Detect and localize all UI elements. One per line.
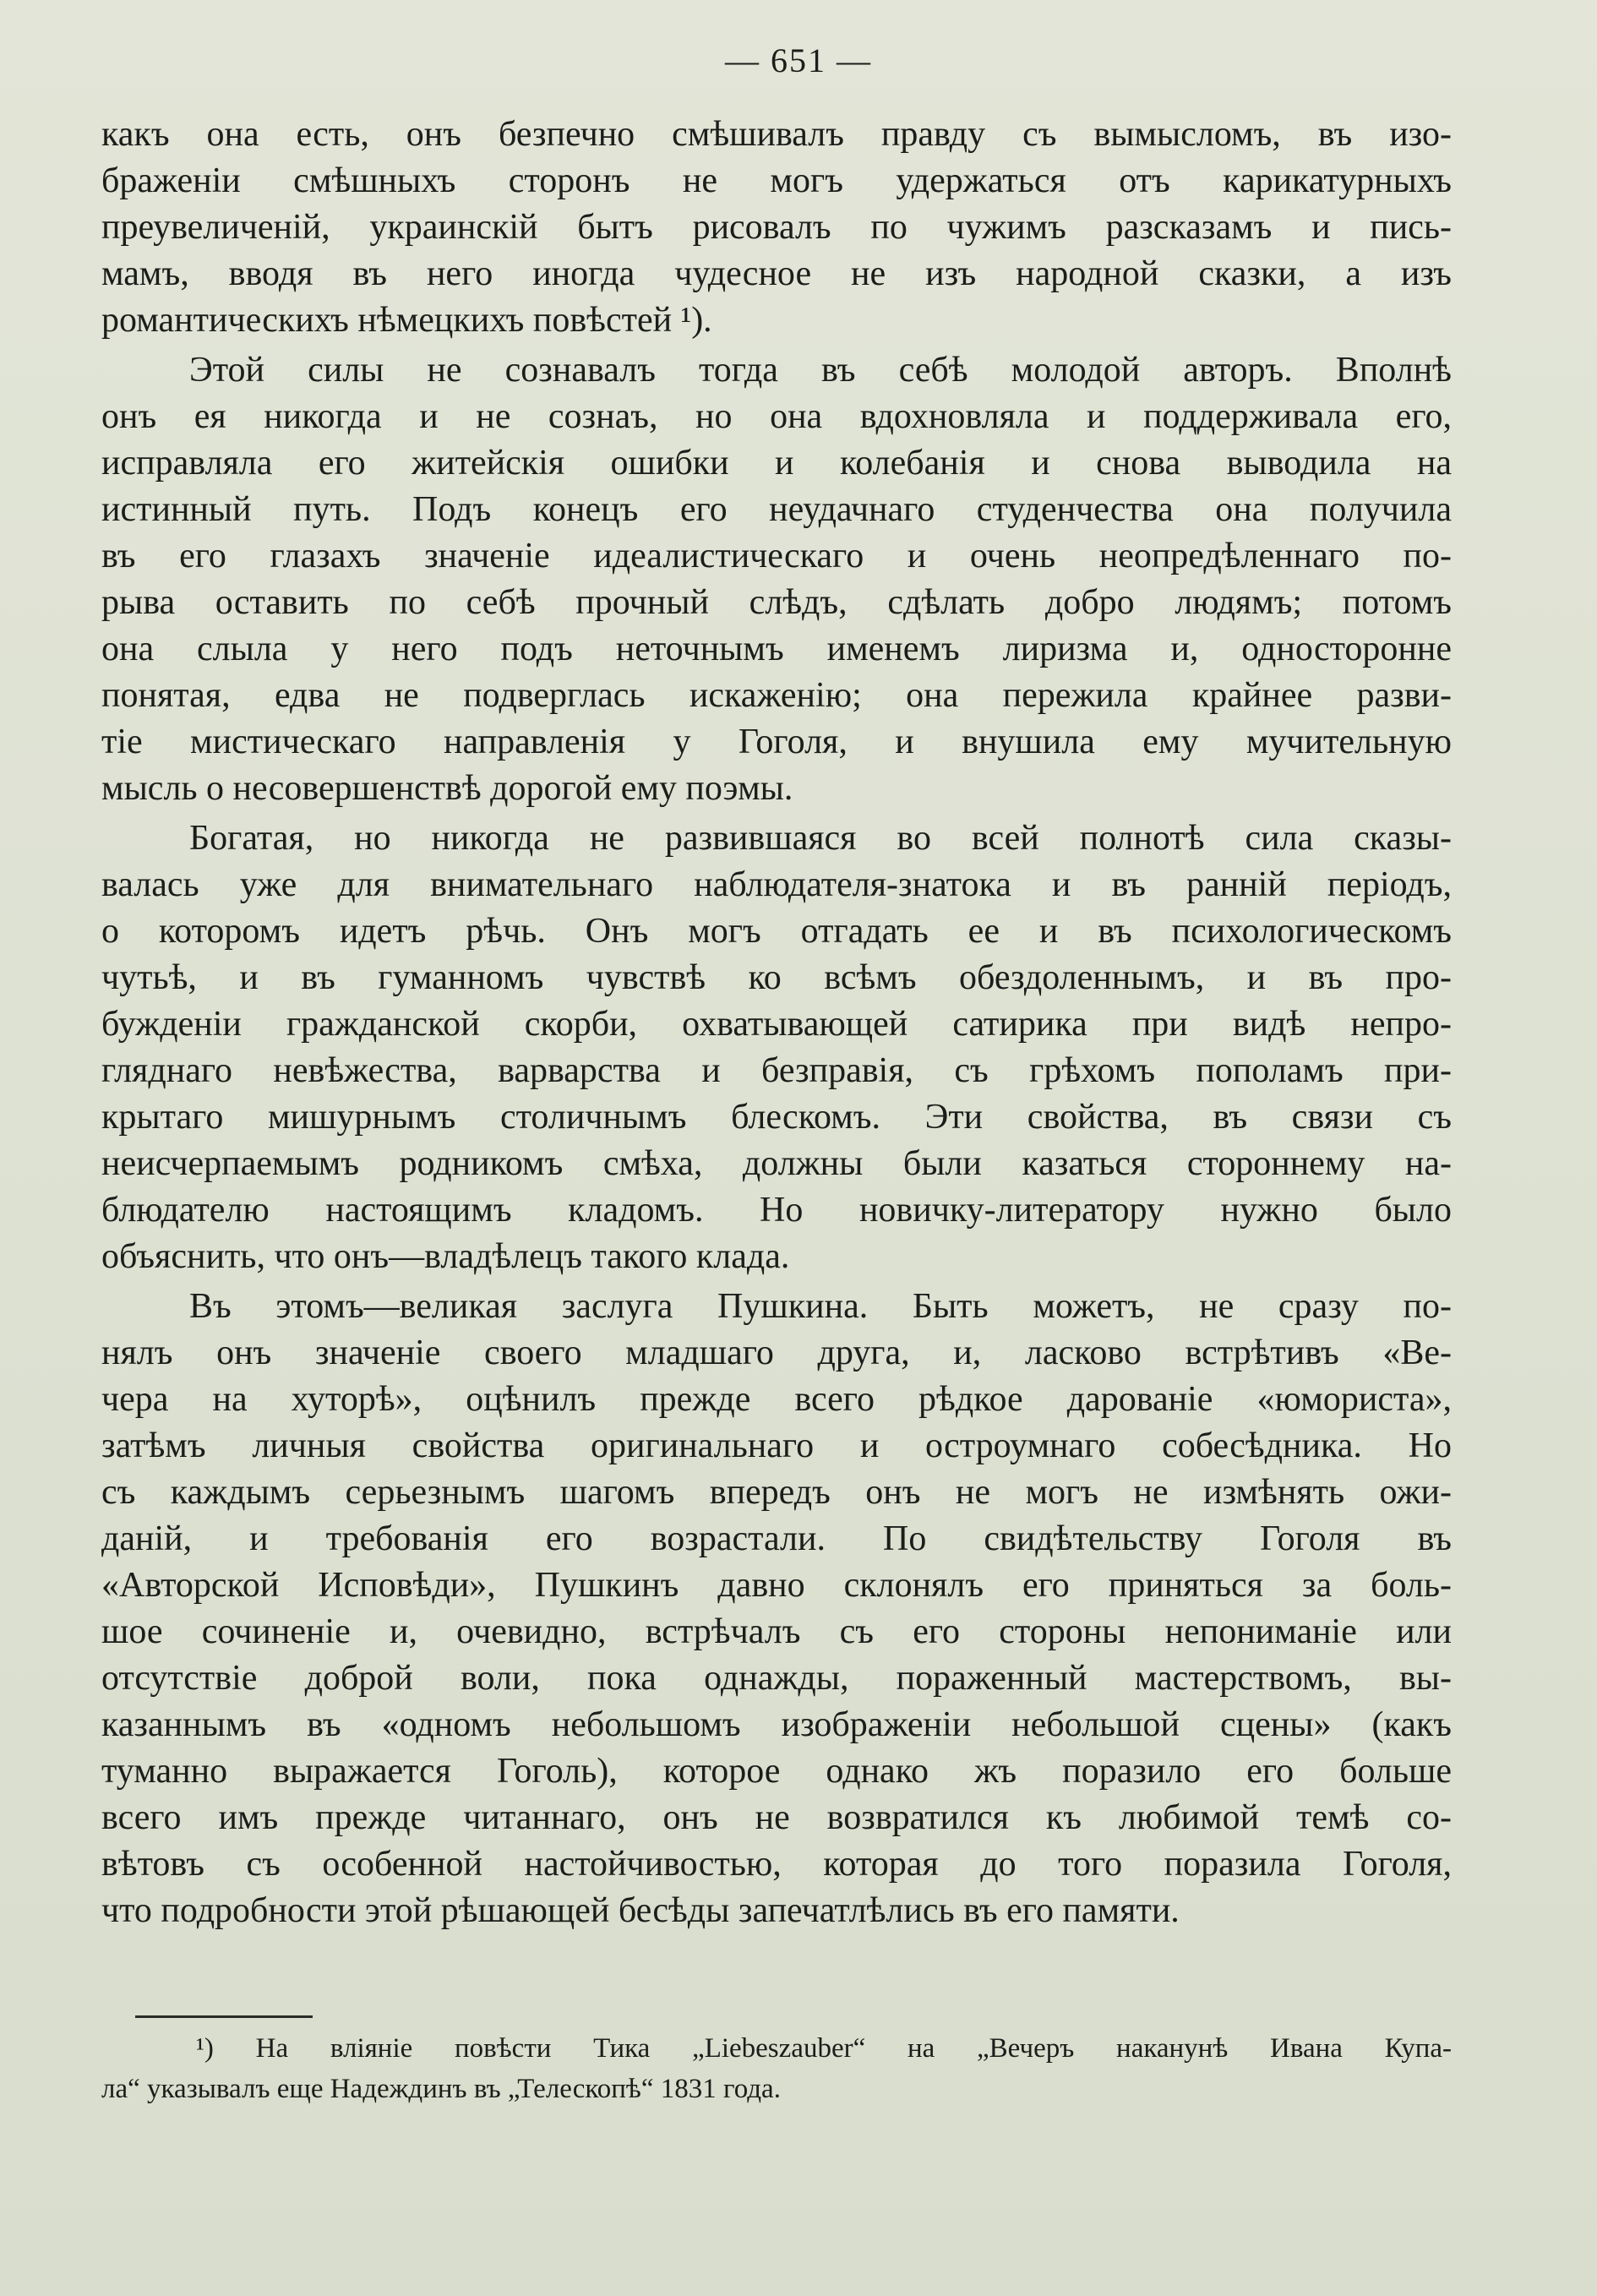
- text-line: неисчерпаемымъ родникомъ смѣха, должны были казаться стороннему на-: [101, 1144, 1452, 1183]
- text-line: шое сочиненіе и, очевидно, встрѣчалъ съ его стороны непониманіе или: [101, 1612, 1452, 1651]
- text-line: валась уже для внимательнаго наблюдателя-знатока и въ раннiй періодъ,: [101, 865, 1452, 904]
- body-text: [101, 112, 1452, 1934]
- text-line: онъ ея никогда и не сознаъ, но она вдохновляла и поддерживала его,: [101, 397, 1452, 436]
- text-line: она слыла у него подъ неточнымъ именемъ лиризма и, односторонне: [101, 630, 1452, 668]
- text-line: даній, и требованія его возрастали. По свидѣтельству Гоголя въ: [101, 1519, 1452, 1558]
- text-line: туманно выражается Гоголь), которое однако жъ поразило его больше: [101, 1752, 1452, 1791]
- text-line: браженіи смѣшныхъ сторонъ не могъ удержаться отъ карикатурныхъ: [101, 161, 1452, 200]
- text-line: истинный путь. Подъ конецъ его неудачнаго студенчества она получила: [101, 490, 1452, 529]
- text-line: мамъ, вводя въ него иногда чудесное не изъ народной сказки, а изъ: [101, 254, 1452, 293]
- text-line: нялъ онъ значеніе своего младшаго друга, и, ласково встрѣтивъ «Ве-: [101, 1333, 1452, 1372]
- text-line: чутьѣ, и въ гуманномъ чувствѣ ко всѣмъ обездоленнымъ, и въ про-: [101, 958, 1452, 997]
- text-line: чера на хуторѣ», оцѣнилъ прежде всего рѣдкое дарованіе «юмориста»,: [101, 1380, 1452, 1419]
- text-line: затѣмъ личныя свойства оригинальнаго и остроумнаго собесѣдника. Но: [101, 1426, 1452, 1465]
- text-line: какъ она есть, онъ безпечно смѣшивалъ правду съ вымысломъ, въ изо-: [101, 115, 1452, 154]
- text-line: крытаго мишурнымъ столичнымъ блескомъ. Эти свойства, въ связи съ: [101, 1098, 1452, 1137]
- footnote-line: ¹) На вліяніе повѣсти Тика „Liebeszauber“ на „Вечеръ наканунѣ Ивана Купа-: [196, 2033, 1452, 2064]
- text-line: гляднаго невѣжества, варварства и безправія, съ грѣхомъ пополамъ при-: [101, 1051, 1452, 1090]
- text-line: мысль о несовершенствѣ дорогой ему поэмы.: [101, 769, 793, 808]
- text-line: вѣтовъ съ особенной настойчивостью, которая до того поразила Гоголя,: [101, 1845, 1452, 1884]
- paragraph-start-line: Этой силы не сознавалъ тогда въ себѣ молодой авторъ. Вполнѣ: [189, 351, 1452, 390]
- text-line: блюдателю настоящимъ кладомъ. Но новичку-литератору нужно было: [101, 1191, 1452, 1230]
- text-line: тіе мистическаго направленія у Гоголя, и внушила ему мучительную: [101, 723, 1452, 761]
- text-line: въ его глазахъ значеніе идеалистическаго и очень неопредѣленнаго по-: [101, 537, 1452, 575]
- text-line: понятая, едва не подверглась искаженію; она пережила крайнее разви-: [101, 676, 1452, 715]
- paragraph-start-line: Въ этомъ—великая заслуга Пушкина. Быть можетъ, не сразу по-: [189, 1287, 1452, 1326]
- text-line: преувеличеній, украинскій бытъ рисовалъ по чужимъ разсказамъ и пись-: [101, 208, 1452, 247]
- footnote-line: ла“ указывалъ еще Надеждинъ въ „Телескопѣ“ 1831 года.: [101, 2074, 781, 2104]
- text-line: отсутствіе доброй воли, пока однажды, пораженный мастерствомъ, вы-: [101, 1659, 1452, 1698]
- text-line: всего имъ прежде читаннаго, онъ не возвратился къ любимой темѣ со-: [101, 1798, 1452, 1837]
- text-line: казаннымъ въ «одномъ небольшомъ изображеніи небольшой сцены» (какъ: [101, 1705, 1452, 1744]
- text-line: бужденіи гражданской скорби, охватывающей сатирика при видѣ непро-: [101, 1005, 1452, 1044]
- paragraph-start-line: Богатая, но никогда не развившаяся во всей полнотѣ сила сказы-: [189, 819, 1452, 858]
- text-line: «Авторской Исповѣди», Пушкинъ давно склонялъ его приняться за боль-: [101, 1566, 1452, 1605]
- text-line: о которомъ идетъ рѣчь. Онъ могъ отгадать ее и въ психологическомъ: [101, 912, 1452, 951]
- footnote-divider: [135, 2015, 313, 2018]
- text-line: съ каждымъ серьезнымъ шагомъ впередъ онъ не могъ не измѣнять ожи-: [101, 1473, 1452, 1512]
- page-number: — 651 —: [725, 41, 872, 79]
- text-line: рыва оставить по себѣ прочный слѣдъ, сдѣлать добро людямъ; потомъ: [101, 583, 1452, 622]
- text-line: что подробности этой рѣшающей бесѣды запечатлѣлись въ его памяти.: [101, 1891, 1180, 1930]
- footnote: [101, 2028, 1452, 2109]
- text-line: романтическихъ нѣмецкихъ повѣстей ¹).: [101, 301, 712, 340]
- text-line: исправляла его житейскія ошибки и колебанія и снова выводила на: [101, 444, 1452, 483]
- text-line: объяснить, что онъ—владѣлецъ такого клада.: [101, 1237, 790, 1276]
